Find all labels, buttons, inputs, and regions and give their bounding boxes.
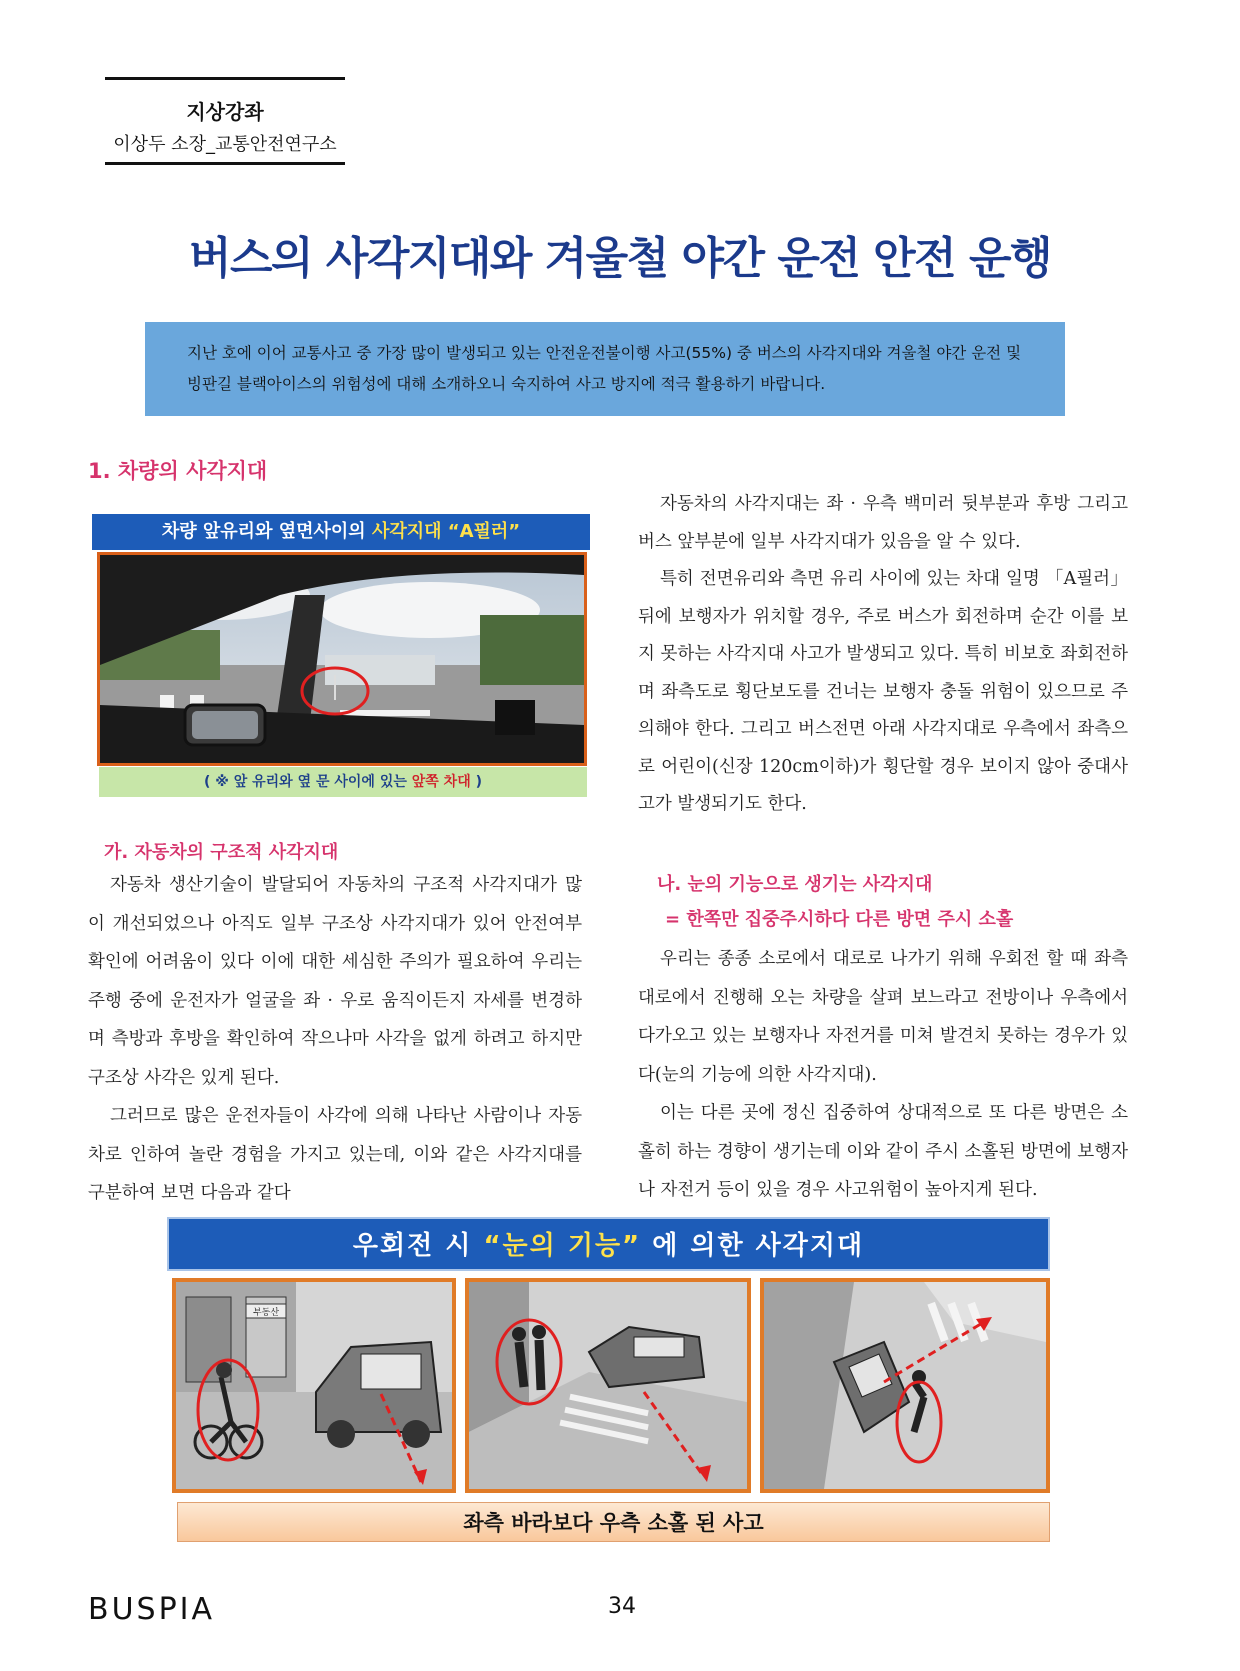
- figure1-banner: [92, 514, 590, 550]
- pedestrian-sketch: [469, 1282, 747, 1489]
- magazine-logo: BUSPIA: [88, 1592, 216, 1627]
- figure1-banner-prefix: 차량 앞유리와 옆면사이의: [161, 521, 372, 542]
- figure1-caption-prefix: ( ※ 앞 유리와 옆 문 사이에 있는: [203, 774, 412, 790]
- subsection-heading-b: 나. 눈의 기능으로 생기는 사각지대: [657, 874, 933, 895]
- figure1-photo: [97, 552, 587, 766]
- subsection-b-text: [638, 940, 1128, 1210]
- intro-box: [145, 322, 1065, 416]
- figure2-banner-suffix: 에 의한 사각지대: [641, 1231, 865, 1261]
- section-heading-1: 1. 차량의 사각지대: [88, 459, 268, 483]
- car-interior-illustration: [100, 555, 584, 763]
- figure1-caption-suffix: ): [470, 774, 483, 790]
- subsection-a-text: [88, 866, 582, 1213]
- paragraph: 우리는 종종 소로에서 대로로 나가기 위해 우회전 할 때 좌측 대로에서 진행해 오는 차량을 살펴 보느라고 전방이나 우측에서 다가오고 있는 보행자나 자전거를 미쳐 발견치 못하는 경우가 있다(눈의 기능에 의한 사각지대).: [638, 949, 1128, 1085]
- shop-sign-text: 부동산: [252, 1308, 280, 1318]
- author-line: 이상두 소장_교통안전연구소: [113, 134, 337, 155]
- figure2-banner-highlight: “눈의 기능”: [483, 1231, 642, 1261]
- article-title: 버스의 사각지대와 겨울철 야간 운전 안전 운행: [189, 233, 1051, 284]
- figure2-panel-pedestrians: [465, 1278, 751, 1493]
- paragraph: 자동차 생산기술이 발달되어 자동차의 구조적 사각지대가 많이 개선되었으나 아직도 일부 구조상 사각지대가 있어 안전여부 확인에 어려움이 있다 이에 대한 세심한 주의가 필요하여 우리는 주행 중에 운전자가 얼굴을 좌 · 우로 움직이든지 자세를 변경하며 측방과 후방을 확인하여 작으나마 사각을 없게 하려고 하지만 구조상 사각은 있게 된다.: [88, 875, 582, 1088]
- subsection-subheading-b: = 한쪽만 집중주시하다 다른 방면 주시 소홀: [665, 909, 1014, 930]
- figure2-panel-intersection: [760, 1278, 1050, 1493]
- section1-right-text: [638, 486, 1128, 824]
- section-label: 지상강좌: [186, 100, 264, 124]
- paragraph: 특히 전면유리와 측면 유리 사이에 있는 차대 일명 「A필러」 뒤에 보행자가 위치할 경우, 주로 버스가 회전하며 순간 이를 보지 못하는 사각지대 사고가 발생되고 있다. 특히 비보호 좌회전하며 좌측도로 횡단보도를 건너는 보행자 충돌 위험이 있으므로 주의해야 한다. 그리고 버스전면 아래 사각지대로 우측에서 좌측으로 어린이(신장 120cm이하)가 횡단할 경우 보이지 않아 중대사고가 발생되기도 한다.: [638, 569, 1128, 814]
- cyclist-sketch: [176, 1282, 452, 1489]
- paragraph: 그러므로 많은 운전자들이 사각에 의해 나타난 사람이나 자동차로 인하여 놀란 경험을 가지고 있는데, 이와 같은 사각지대를 구분하여 보면 다음과 같다: [88, 1106, 582, 1203]
- figure1-banner-highlight: 사각지대 “A필러”: [371, 521, 521, 542]
- header-rule-top: [105, 77, 345, 80]
- figure1-caption-highlight: 앞쪽 차대: [411, 774, 471, 790]
- intro-text: 지난 호에 이어 교통사고 중 가장 많이 발생되고 있는 안전운전불이행 사고(55%) 중 버스의 사각지대와 겨울철 야간 운전 및 빙판길 블랙아이스의 위험성에 대해 소개하오니 숙지하여 사고 방지에 적극 활용하기 바랍니다.: [187, 344, 1022, 393]
- header-rule-bottom: [105, 162, 345, 165]
- figure2-caption: 좌측 바라보다 우측 소홀 된 사고: [177, 1502, 1050, 1542]
- figure2-panel-cyclist: [172, 1278, 456, 1493]
- page-number: 34: [608, 1594, 636, 1619]
- subsection-heading-a: 가. 자동차의 구조적 사각지대: [104, 842, 339, 863]
- figure2-banner-prefix: 우회전 시: [352, 1231, 484, 1261]
- paragraph: 자동차의 사각지대는 좌 · 우측 백미러 뒷부분과 후방 그리고 버스 앞부분에 일부 사각지대가 있음을 알 수 있다.: [638, 494, 1128, 552]
- intersection-sketch: [764, 1282, 1046, 1489]
- figure2-banner: [167, 1217, 1050, 1271]
- figure1-caption: [99, 767, 587, 797]
- paragraph: 이는 다른 곳에 정신 집중하여 상대적으로 또 다른 방면은 소홀히 하는 경향이 생기는데 이와 같이 주시 소홀된 방면에 보행자나 자전거 등이 있을 경우 사고위험이 높아지게 된다.: [638, 1103, 1128, 1200]
